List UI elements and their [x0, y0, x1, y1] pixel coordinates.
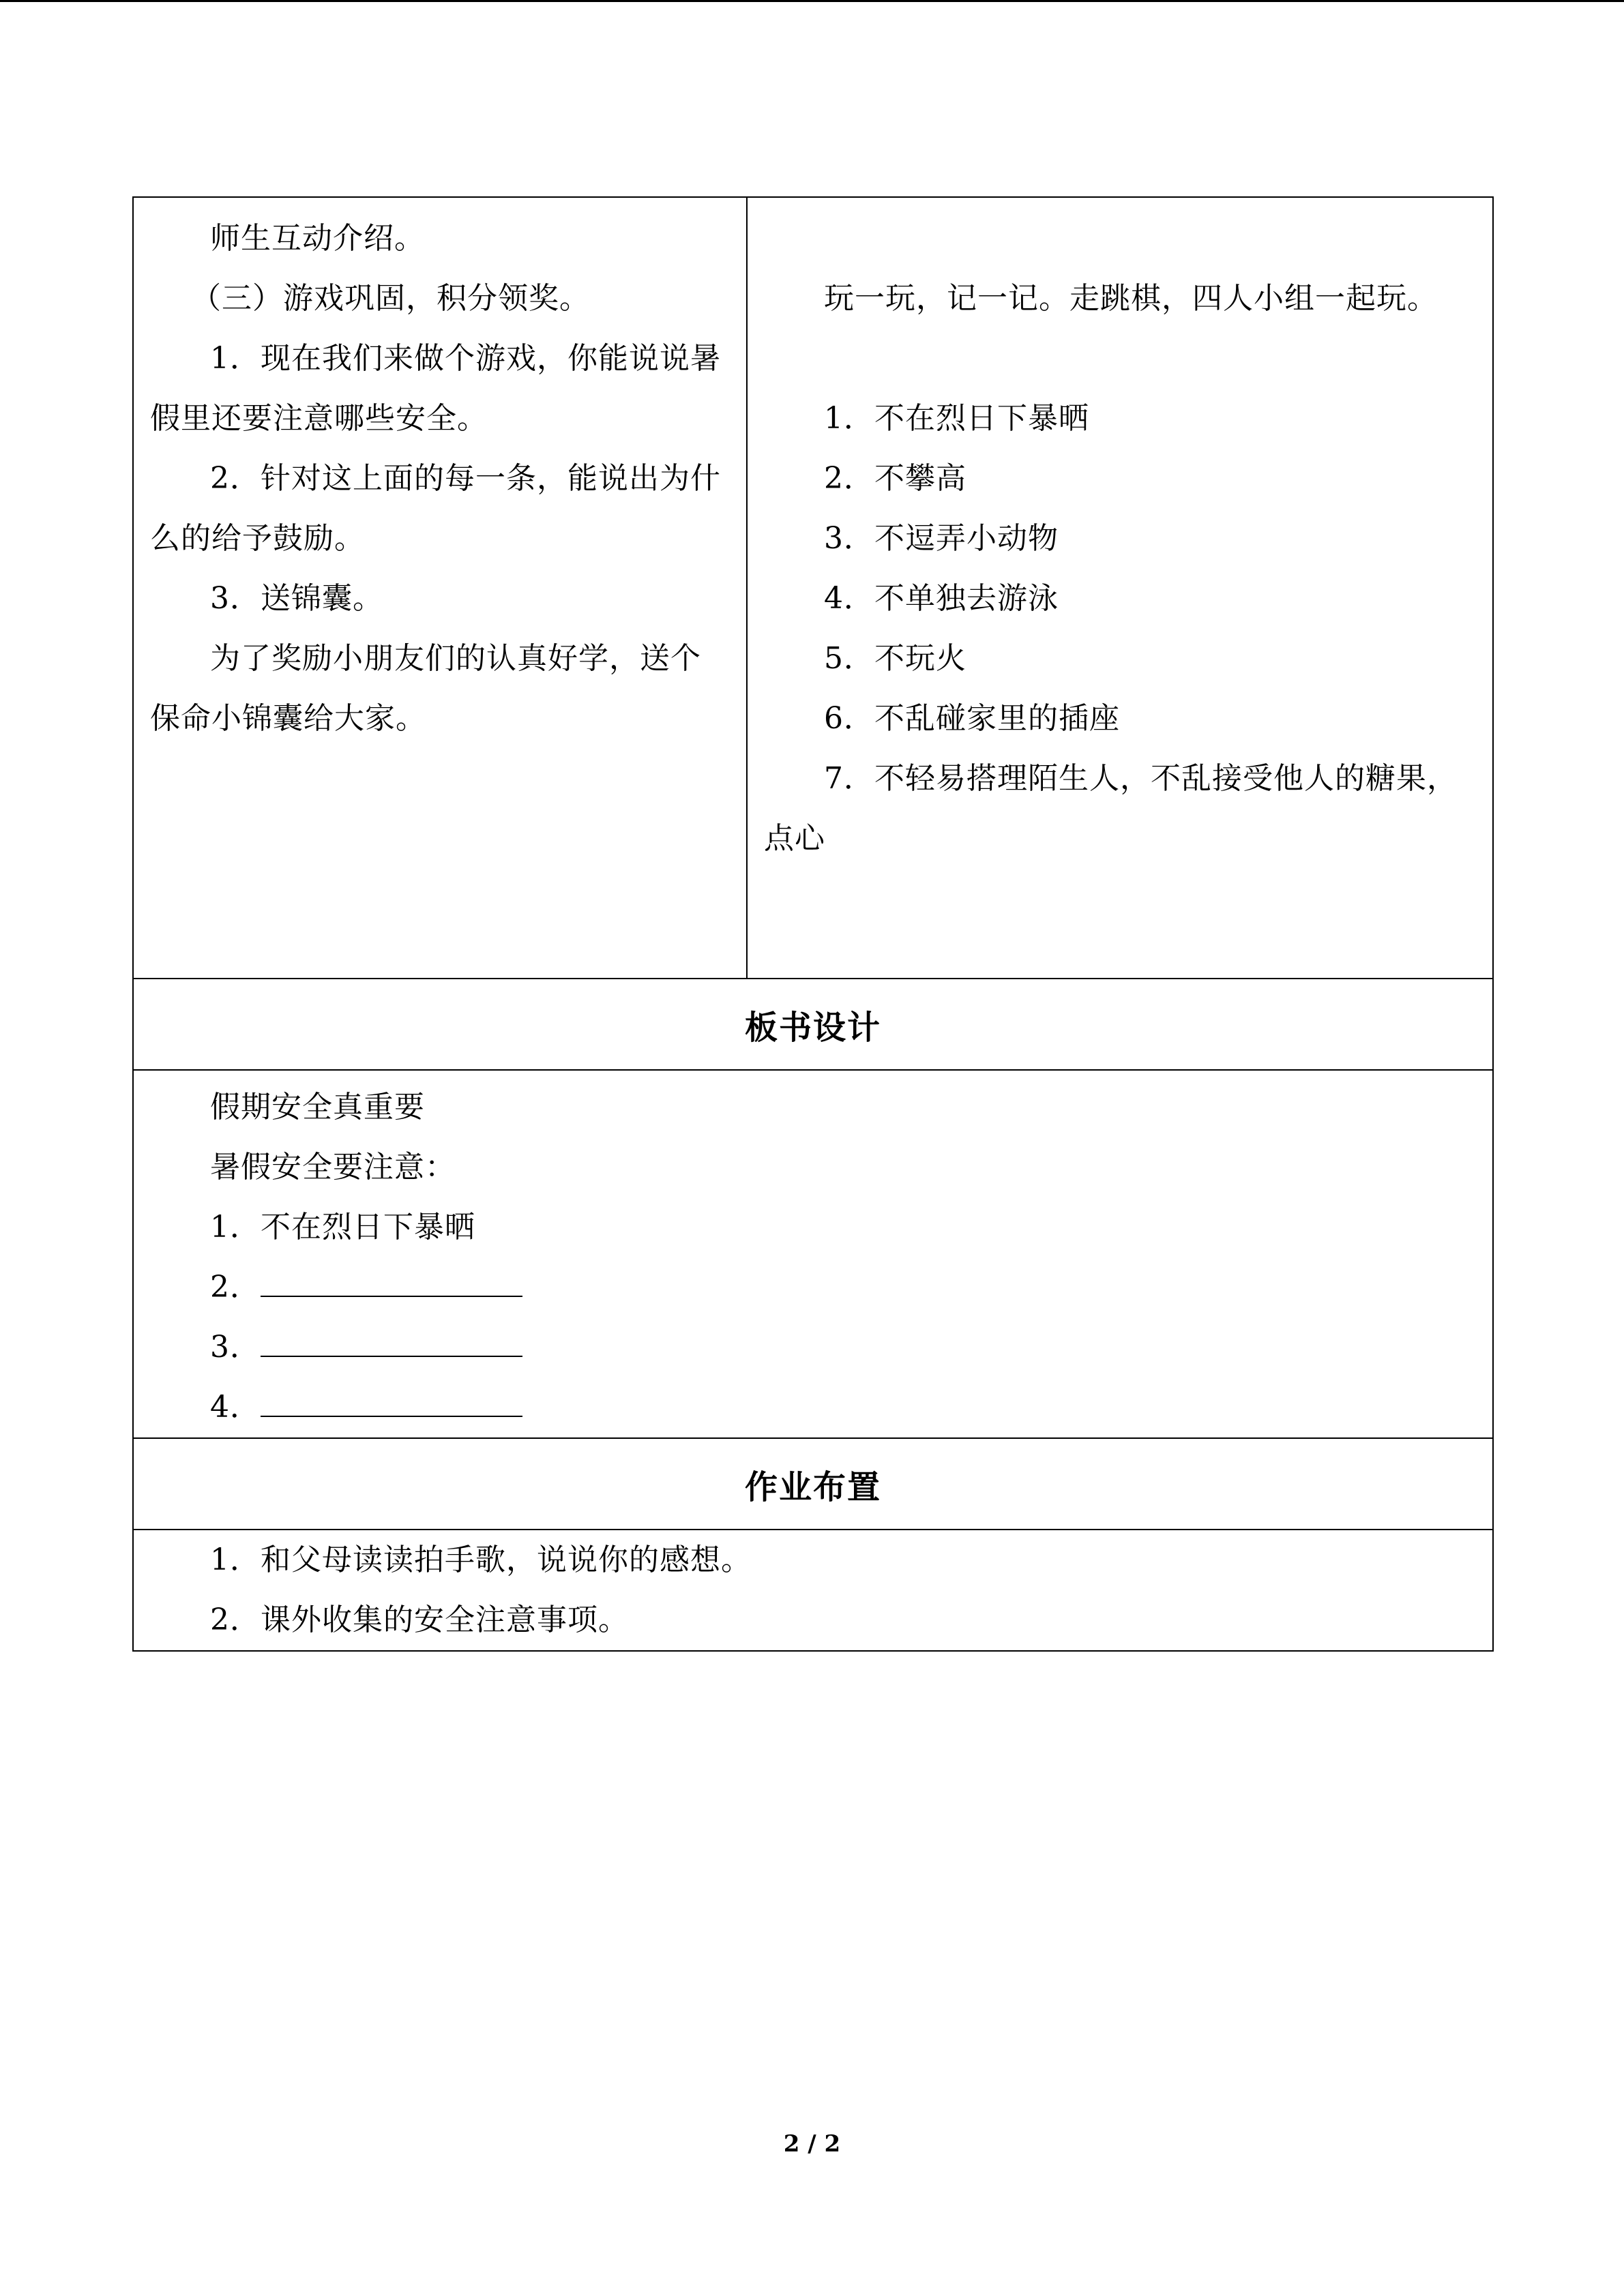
blank-line — [764, 329, 1472, 389]
homework-row — [133, 1530, 1493, 1651]
board-subtitle-line: 暑假安全要注意： — [210, 1150, 456, 1184]
safety-rule-item: 6．不乱碰家里的插座 — [824, 701, 1120, 736]
homework-item: 1．和父母读读拍手歌，说说你的感想。 — [210, 1542, 752, 1577]
page-top-border — [0, 0, 1624, 2]
fill-in-blank — [261, 1260, 522, 1297]
board-title-line: 假期安全真重要 — [210, 1090, 425, 1124]
fill-in-blank — [261, 1380, 522, 1417]
board-blank-item — [150, 1317, 1472, 1377]
board-design-heading-row — [133, 979, 1493, 1070]
left-paragraph: 3．送锦囊。 — [210, 581, 383, 616]
safety-rule-item: 5．不玩火 — [824, 641, 966, 676]
safety-rule-item: 2．不攀高 — [824, 461, 966, 496]
safety-rule-item: 1．不在烈日下暴晒 — [824, 401, 1089, 436]
board-blank-label: 4． — [210, 1390, 261, 1425]
board-blank-item — [150, 1377, 1472, 1437]
left-paragraph: 1．现在我们来做个游戏，你能说说暑假里还要注意哪些安全。 — [150, 341, 721, 436]
safety-rule-item: 4．不单独去游泳 — [824, 581, 1059, 616]
safety-rule-item: 7．不轻易搭理陌生人，不乱接受他人的糖果，点心 — [764, 761, 1458, 856]
board-design-heading-cell — [133, 979, 1493, 1070]
left-paragraph: 为了奖励小朋友们的认真好学，送个保命小锦囊给大家。 — [150, 641, 701, 736]
homework-heading: 作业布置 — [744, 1467, 881, 1506]
board-design-heading: 板书设计 — [744, 1008, 881, 1047]
board-design-row — [133, 1070, 1493, 1438]
homework-cell — [133, 1530, 1493, 1651]
fill-in-blank — [261, 1320, 522, 1357]
page-number: 2 / 2 — [783, 2130, 841, 2158]
blank-line — [764, 209, 1472, 269]
teaching-process-row — [133, 197, 1493, 979]
board-blank-label: 2． — [210, 1270, 261, 1304]
student-activity-cell — [747, 197, 1493, 979]
homework-item: 2．课外收集的安全注意事项。 — [210, 1602, 629, 1637]
board-design-cell — [133, 1070, 1493, 1438]
board-item: 1．不在烈日下暴晒 — [210, 1210, 475, 1244]
lesson-plan-table — [132, 196, 1494, 1652]
safety-rule-item: 3．不逗弄小动物 — [824, 521, 1059, 556]
board-blank-label: 3． — [210, 1330, 261, 1365]
right-intro-paragraph: 玩一玩，记一记。走跳棋，四人小组一起玩。 — [824, 281, 1438, 316]
board-blank-item — [150, 1257, 1472, 1317]
left-paragraph: 2．针对这上面的每一条，能说出为什么的给予鼓励。 — [150, 461, 721, 556]
left-paragraph: 师生互动介绍。 — [210, 221, 425, 256]
homework-heading-row — [133, 1438, 1493, 1530]
teacher-activity-cell — [133, 197, 747, 979]
left-paragraph: （三）游戏巩固，积分领奖。 — [191, 281, 590, 316]
homework-heading-cell — [133, 1438, 1493, 1530]
